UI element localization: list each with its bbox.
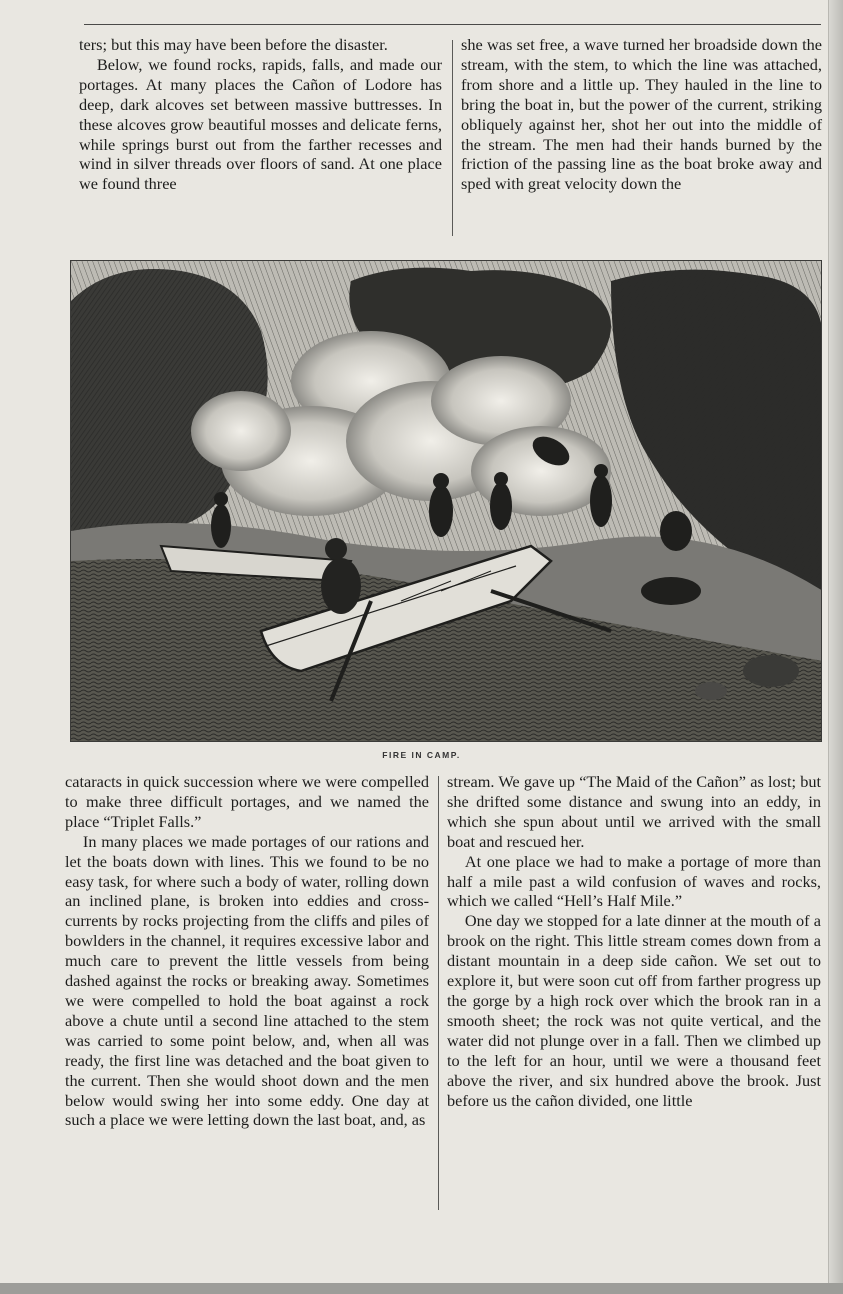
header-rule [84, 24, 821, 25]
column-bottom-right [447, 772, 821, 1110]
engraving-illustration [71, 261, 822, 742]
paragraph: In many places we made portages of our rations and let the boats down with lines. This we found to be no easy task, for where such a body of water, rolling down an inclined plane, is broken into eddies and cross-currents by rocks projecting from the cliffs and piles of bowlders in the channel, it requires excessive labor and much care to prevent the little vessels from being dashed against the rocks or breaking away. Sometimes we were compelled to hold the boat against a rock above a chute until a second line attached to the stem was carried to some point below, and, when all was ready, the first line was detached and the boat given to the current. Then she would shoot down and the men below would swing her into some eddy. One day at such a place we were letting down the last boat, and, as [65, 831, 429, 1130]
paragraph: One day we stopped for a late dinner at the mouth of a brook on the right. This little stream comes down from a distant mountain in a deep side cañon. We set out to explore it, but were soon cut off from farther progress up the gorge by a high rock over which the brook ran in a smooth sheet; the rock was not quite vertical, and the water did not plunge over in a fall. Then we climbed up to the left for an hour, until we were a thousand feet above the river, and six hundred above the brook. Just before us the cañon divided, one little [447, 911, 821, 1110]
column-top-right [461, 35, 822, 194]
paragraph: cataracts in quick succession where we were compelled to make three difficult portages, and we named the place “Triplet Falls.” [65, 772, 429, 831]
engraving-fire-in-camp [70, 260, 822, 742]
paragraph: Below, we found rocks, rapids, falls, and made our portages. At many places the Cañon of Lodore has deep, dark alcoves set between massive buttresses. In these alcoves grow beautiful mosses and delicate ferns, while springs burst out from the farther recesses and wind in silver threads over floors of sand. At one place we found three [79, 54, 442, 194]
paragraph: ters; but this may have been before the disaster. [79, 35, 388, 54]
figure-caption: FIRE IN CAMP. [382, 750, 461, 760]
column-top-left [79, 35, 442, 194]
paragraph: stream. We gave up “The Maid of the Cañon” as lost; but she drifted some distance and swung into an eddy, in which she spun about until we arrived with the small boat and rescued her. [447, 772, 821, 851]
page-edge [0, 1283, 843, 1294]
paragraph: At one place we had to make a portage of more than half a mile past a wild confusion of waves and rocks, which we called “Hell’s Half Mile.” [447, 851, 821, 911]
column-divider [438, 776, 439, 1210]
column-bottom-left [65, 772, 429, 1130]
column-divider [452, 40, 453, 236]
paragraph: she was set free, a wave turned her broadside down the stream, with the stem, to which the line was attached, from shore and a little up. They hauled in the line to bring the boat in, but the power of the current, striking obliquely against her, shot her out into the middle of the stream. The men had their hands burned by the friction of the passing line as the boat broke away and sped with great velocity down the [461, 35, 822, 194]
